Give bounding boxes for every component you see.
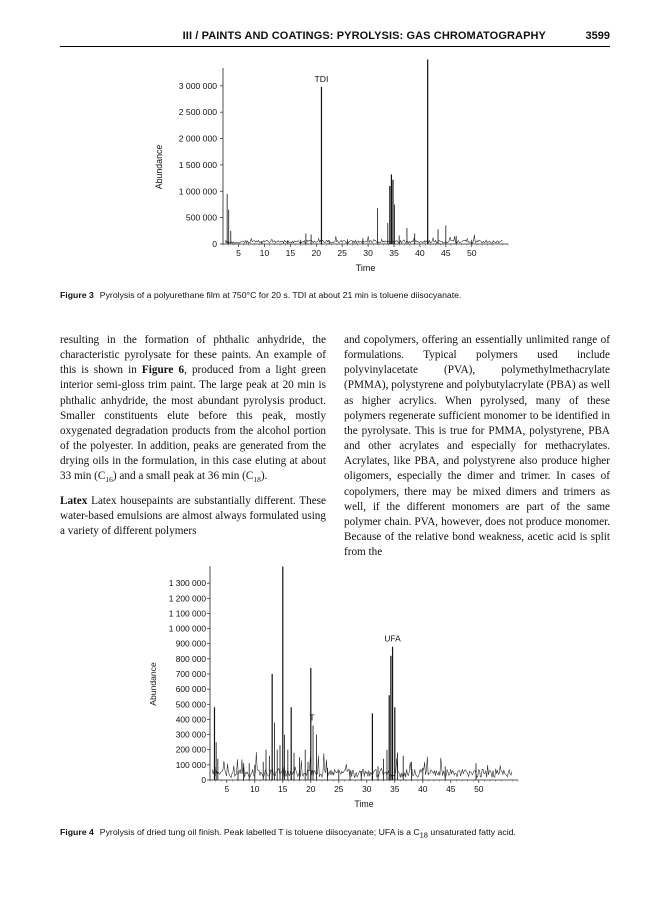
running-header-title: III / PAINTS AND COATINGS: PYROLYSIS: GAS CHROMATOGRAPHY	[182, 30, 546, 42]
fig3-svg	[0, 58, 668, 280]
fig4-y-tick-label: 500 000	[175, 699, 206, 710]
fig3-x-tick-label: 25	[337, 248, 347, 258]
fig4-trace	[212, 752, 512, 778]
figure-3-caption	[60, 289, 620, 301]
body-column-right	[344, 333, 610, 560]
fig4-annotation-ufa: UFA	[384, 633, 401, 644]
fig4-y-tick-label: 1 200 000	[168, 593, 206, 604]
fig3-x-tick-label: 35	[389, 248, 399, 258]
fig4-y-axis-title: Abundance	[148, 662, 158, 706]
fig4-y-tick-label: 1 100 000	[168, 608, 206, 619]
fig4-x-tick-label: 5	[224, 784, 230, 794]
fig4-y-tick-label: 400 000	[175, 714, 206, 725]
fig3-y-tick-label: 500 000	[185, 212, 217, 223]
fig4-annotation-t: T	[309, 712, 315, 723]
fig4-x-tick-label: 50	[474, 784, 484, 794]
fig3-x-tick-label: 45	[441, 248, 451, 258]
fig3-y-tick-label: 2 000 000	[178, 133, 217, 144]
fig3-x-tick-label: 40	[415, 248, 425, 258]
fig3-x-tick-label: 20	[311, 248, 322, 258]
fig3-y-tick-label: 3 000 000	[178, 80, 217, 91]
fig4-svg	[0, 566, 668, 824]
fig4-y-tick-label: 0	[201, 775, 206, 785]
fig4-x-axis-title: Time	[354, 799, 374, 809]
running-header	[60, 30, 610, 46]
fig4-x-tick-label: 20	[306, 784, 316, 794]
paragraph-alkyd: resulting in the formation of phthalic anhydride, the characteristic pyrolysate for these paints. An example of this is shown in Figure 6, produced from a light green interior semi-gloss trim paint. The large peak at 20 min is phthalic anhydride, the most abundant pyrolysis product. Smaller constituents elute before this peak, mostly oxygenated degradation products from the alcohol portion of the polyester. In addition, peaks are generated from the drying oils in the formulation, in this case eluting at about 33 $\min (C_{16})$ and a small peak at 36 $\min (C_{18})$.	[60, 334, 326, 485]
fig3-y-axis-title: Abundance	[154, 144, 164, 190]
fig3-annotation-tdi: TDI	[314, 73, 329, 84]
fig3-y-tick-label: 2 500 000	[178, 107, 217, 118]
fig4-y-tick-label: 800 000	[175, 653, 206, 664]
fig4-y-tick-label: 100 000	[175, 759, 206, 770]
latex-run-in-heading: Latex	[60, 494, 88, 507]
fig3-x-tick-label: 50	[466, 248, 477, 258]
paragraph-latex: Latex Latex housepaints are substantially different. These water-based emulsions are almost always formulated using a variety of different polymers	[60, 494, 327, 537]
figure-4-caption: Figure 4 Pyrolysis of dried tung oil finish. Peak labelled T is toluene diisocyanate; UFA is a $C_{18}$ unsaturated fatty acid.	[60, 827, 516, 840]
fig4-y-tick-label: 200 000	[175, 744, 206, 755]
figure-4-label: Figure 4	[60, 827, 94, 837]
figure-3-caption-text: Pyrolysis of a polyurethane film at 750°C for 20 s. TDI at about 21 min is toluene diisocyanate.	[99, 290, 462, 300]
figure-6-reference: Figure 6	[141, 364, 185, 377]
fig4-x-tick-label: 30	[362, 784, 372, 794]
figure-3-label: Figure 3	[60, 290, 94, 300]
fig4-y-tick-label: 300 000	[175, 729, 206, 740]
figure-3-chart	[0, 58, 668, 280]
fig4-x-tick-label: 35	[390, 784, 400, 794]
fig4-x-tick-label: 40	[418, 784, 428, 794]
header-rule	[60, 46, 610, 47]
fig4-y-tick-label: 700 000	[175, 669, 206, 679]
fig3-trace	[225, 235, 502, 243]
fig4-y-tick-label: 900 000	[175, 638, 206, 649]
fig3-x-tick-label: 30	[363, 248, 373, 258]
fig3-y-tick-label: 1 500 000	[178, 159, 217, 170]
paragraph-latex-continued: and copolymers, offering an essentially unlimited range of formulations. Typical polymers used include polyvinylacetate (PVA), polymethylmethacrylate (PMMA), polystyrene and polybutylacrylate (PBA) as well as higher acrylics. When pyrolysed, many of these polymers regenerate sufficient monomer to be identified in the pyrolysate. This is true for PMMA, polystyrene, PBA and other acrylates and especially for methacrylates. Acrylates, like PBA, and polystyrene also produce higher oligomers, especially the dimer and trimer. In cases of copolymers, there may be mixed dimers and trimers as well, if the different monomers are part of the same polymer chain. PVA, however, does not produce monomer. Because of the relative bond weakness, acetic acid is split from the	[344, 334, 610, 559]
fig3-x-axis-title: Time	[355, 263, 376, 273]
fig4-x-tick-label: 45	[446, 784, 456, 794]
fig4-y-tick-label: 1 000 000	[168, 623, 206, 634]
fig3-y-tick-label: 1 000 000	[178, 186, 217, 197]
fig4-x-tick-label: 15	[278, 784, 288, 794]
page-number: 3599	[585, 30, 610, 42]
fig4-x-tick-label: 10	[250, 784, 260, 794]
fig4-y-tick-label: 600 000	[175, 684, 206, 695]
fig3-x-tick-label: 10	[259, 248, 270, 258]
fig3-x-tick-label: 15	[285, 248, 296, 258]
fig4-y-tick-label: 1 300 000	[168, 578, 206, 589]
fig3-x-tick-label: 5	[236, 248, 241, 258]
fig4-x-tick-label: 25	[334, 784, 344, 794]
body-column-left	[60, 333, 326, 539]
fig3-y-tick-label: 0	[212, 239, 217, 249]
figure-4-chart	[0, 566, 668, 824]
